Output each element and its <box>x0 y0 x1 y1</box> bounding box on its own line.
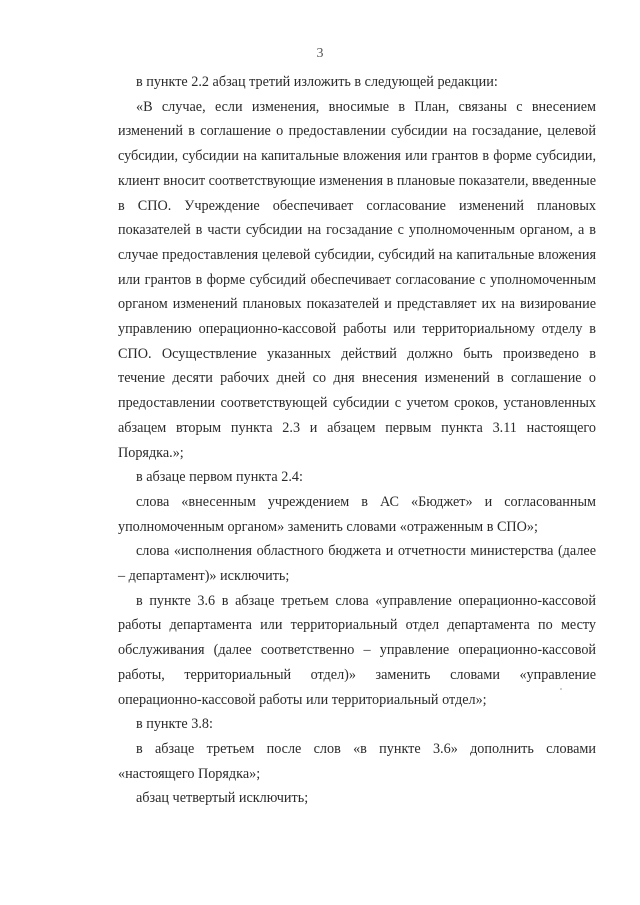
paragraph-replace-words: слова «внесенным учреждением в АС «Бюджет» и согласованным уполномоченным органом» заменить словами «отраженным в СПО»; <box>118 493 596 535</box>
paragraph-exclude-words: слова «исполнения областного бюджета и отчетности министерства (далее – департамент)» исключить; <box>118 543 596 585</box>
page-number: 3 <box>316 46 324 61</box>
paragraph-point-3-6: в пункте 3.6 в абзаце третьем слова «управление операционно-кассовой работы департамента или территориальный отдел департамента по месту обслуживания (далее соответственно – управление операционно-кассовой работы, территориальный отдел)» заменить словами «управление операционно-кассовой работы или территориальный отдел»; <box>118 592 596 708</box>
paragraph-intro-3-8: в пункте 3.8: <box>136 716 213 733</box>
paragraph-quoted-amendment: «В случае, если изменения, вносимые в План, связаны с внесением изменений в соглашение о предоставлении субсидии на госзадание, целевой субсидии, субсидии на капитальные вложения или грантов в форме субсидии, клиент вносит соответствующие изменения в плановые показатели, введенные в СПО. Учреждение обеспечивает согласование изменений плановых показателей в части субсидии на госзадание с уполномоченным органом, а в случае предоставления целевой субсидии, субсидий на капитальные вложения или грантов в форме субсидий обеспечивает согласование с уполномоченным органом изменений плановых показателей и представляет их на визирование управлению операционно-кассовой работы или территориальному отделу в СПО. Осуществление указанных действий должно быть произведено в течение десяти рабочих дней со дня внесения изменений в соглашение о предоставлении соответствующей субсидии с учетом сроков, установленных абзацем вторым пункта 2.3 и абзацем первым пункта 3.11 настоящего Порядка.»; <box>118 98 596 461</box>
paragraph-add-words: в абзаце третьем после слов «в пункте 3.6» дополнить словами «настоящего Порядка»; <box>118 740 596 782</box>
scan-speckle <box>560 688 562 690</box>
paragraph-intro-2-2: в пункте 2.2 абзац третий изложить в следующей редакции: <box>136 74 498 90</box>
document-body <box>118 70 596 811</box>
paragraph-exclude-fourth: абзац четвертый исключить; <box>136 790 309 807</box>
paragraph-intro-2-4: в абзаце первом пункта 2.4: <box>136 469 303 486</box>
